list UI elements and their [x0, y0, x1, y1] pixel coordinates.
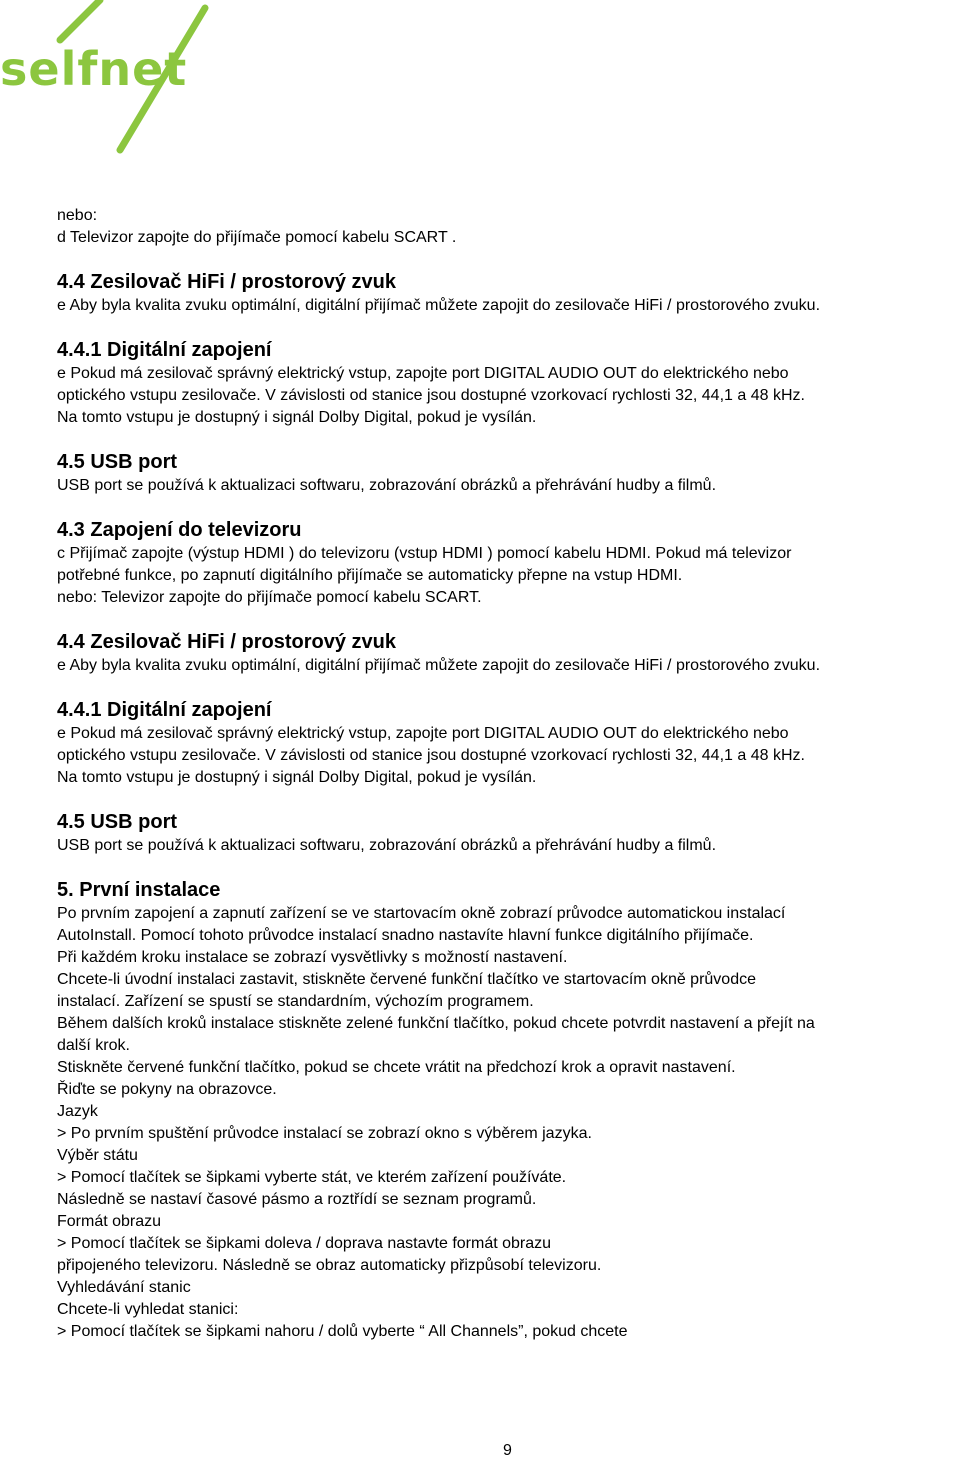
paragraph-line: Jazyk — [57, 1103, 98, 1120]
paragraph-line: Během dalších kroků instalace stiskněte zelené funkční tlačítko, pokud chcete potvrdit nastavení a přejít na — [57, 1015, 815, 1032]
paragraph-line: Výběr státu — [57, 1147, 138, 1164]
paragraph-line: potřebné funkce, po zapnutí digitálního přijímače se automaticky přepne na vstup HDMI. — [57, 567, 683, 584]
paragraph-line: e Pokud má zesilovač správný elektrický vstup, zapojte port DIGITAL AUDIO OUT do elektrického nebo — [57, 725, 789, 742]
paragraph-line: Řiďte se pokyny na obrazovce. — [57, 1081, 277, 1098]
section-heading: 4.4.1 Digitální zapojení — [57, 699, 272, 721]
spacer — [57, 677, 957, 697]
paragraph-line: další krok. — [57, 1037, 130, 1054]
paragraph-line: > Pomocí tlačítek se šipkami nahoru / dolů vyberte “ All Channels”, pokud chcete — [57, 1323, 628, 1340]
paragraph-line: Stiskněte červené funkční tlačítko, pokud se chcete vrátit na předchozí krok a opravit nastavení. — [57, 1059, 736, 1076]
paragraph-line: > Po prvním spuštění průvodce instalací se zobrazí okno s výběrem jazyka. — [57, 1125, 592, 1142]
section-heading: 4.4.1 Digitální zapojení — [57, 339, 272, 361]
paragraph-line: nebo: — [57, 207, 98, 224]
paragraph-line: USB port se používá k aktualizaci softwaru, zobrazování obrázků a přehrávání hudby a filmů. — [57, 477, 717, 494]
paragraph-line: optického vstupu zesilovače. V závislosti od stanice jsou dostupné vzorkovací rychlosti 32, 44,1 a 48 kHz. — [57, 747, 805, 764]
paragraph-line: Vyhledávání stanic — [57, 1279, 191, 1296]
section-heading: 4.5 USB port — [57, 451, 178, 473]
paragraph-line: Při každém kroku instalace se zobrazí vysvětlivky s možností nastavení. — [57, 949, 568, 966]
paragraph-line: d Televizor zapojte do přijímače pomocí kabelu SCART . — [57, 229, 457, 246]
paragraph-line: > Pomocí tlačítek se šipkami vyberte stát, ve kterém zařízení používáte. — [57, 1169, 567, 1186]
spacer — [57, 317, 957, 337]
paragraph-line: Na tomto vstupu je dostupný i signál Dolby Digital, pokud je vysílán. — [57, 409, 537, 426]
section-heading: 4.4 Zesilovač HiFi / prostorový zvuk — [57, 271, 397, 293]
paragraph-line: optického vstupu zesilovače. V závislosti od stanice jsou dostupné vzorkovací rychlosti 32, 44,1 a 48 kHz. — [57, 387, 805, 404]
spacer — [57, 249, 957, 269]
paragraph-line: instalací. Zařízení se spustí se standardním, výchozím programem. — [57, 993, 534, 1010]
paragraph-line: USB port se používá k aktualizaci softwaru, zobrazování obrázků a přehrávání hudby a filmů. — [57, 837, 717, 854]
document-body — [57, 205, 957, 1343]
logo-wordmark: selfnet — [0, 42, 188, 96]
paragraph-line: Chcete-li úvodní instalaci zastavit, stiskněte červené funkční tlačítko ve startovacím okně průvodce — [57, 971, 756, 988]
paragraph-line: připojeného televizoru. Následně se obraz automaticky přizpůsobí televizoru. — [57, 1257, 602, 1274]
spacer — [57, 789, 957, 809]
paragraph-line: e Aby byla kvalita zvuku optimální, digitální přijímač můžete zapojit do zesilovače HiFi / prostorového zvuku. — [57, 297, 821, 314]
paragraph-line: e Pokud má zesilovač správný elektrický vstup, zapojte port DIGITAL AUDIO OUT do elektrického nebo — [57, 365, 789, 382]
spacer — [57, 609, 957, 629]
paragraph-line: Následně se nastaví časové pásmo a roztřídí se seznam programů. — [57, 1191, 537, 1208]
paragraph-line: c Přijímač zapojte (výstup HDMI ) do televizoru (vstup HDMI ) pomocí kabelu HDMI. Pokud má televizor — [57, 545, 792, 562]
spacer — [57, 497, 957, 517]
paragraph-line: Po prvním zapojení a zapnutí zařízení se ve startovacím okně zobrazí průvodce automatickou instalací — [57, 905, 786, 922]
section-heading: 4.5 USB port — [57, 811, 178, 833]
paragraph-line: Na tomto vstupu je dostupný i signál Dolby Digital, pokud je vysílán. — [57, 769, 537, 786]
paragraph-line: Chcete-li vyhledat stanici: — [57, 1301, 239, 1318]
paragraph-line: AutoInstall. Pomocí tohoto průvodce instalací snadno nastavíte hlavní funkce digitálního přijímače. — [57, 927, 754, 944]
section-heading: 4.3 Zapojení do televizoru — [57, 519, 302, 541]
spacer — [57, 429, 957, 449]
section-heading: 5. První instalace — [57, 879, 221, 901]
paragraph-line: nebo: Televizor zapojte do přijímače pomocí kabelu SCART. — [57, 589, 482, 606]
selfnet-logo — [0, 0, 210, 160]
paragraph-line: Formát obrazu — [57, 1213, 162, 1230]
paragraph-line: > Pomocí tlačítek se šipkami doleva / doprava nastavte formát obrazu — [57, 1235, 552, 1252]
page-number: 9 — [503, 1442, 512, 1459]
section-heading: 4.4 Zesilovač HiFi / prostorový zvuk — [57, 631, 397, 653]
paragraph-line: e Aby byla kvalita zvuku optimální, digitální přijímač můžete zapojit do zesilovače HiFi / prostorového zvuku. — [57, 657, 821, 674]
spacer — [57, 857, 957, 877]
